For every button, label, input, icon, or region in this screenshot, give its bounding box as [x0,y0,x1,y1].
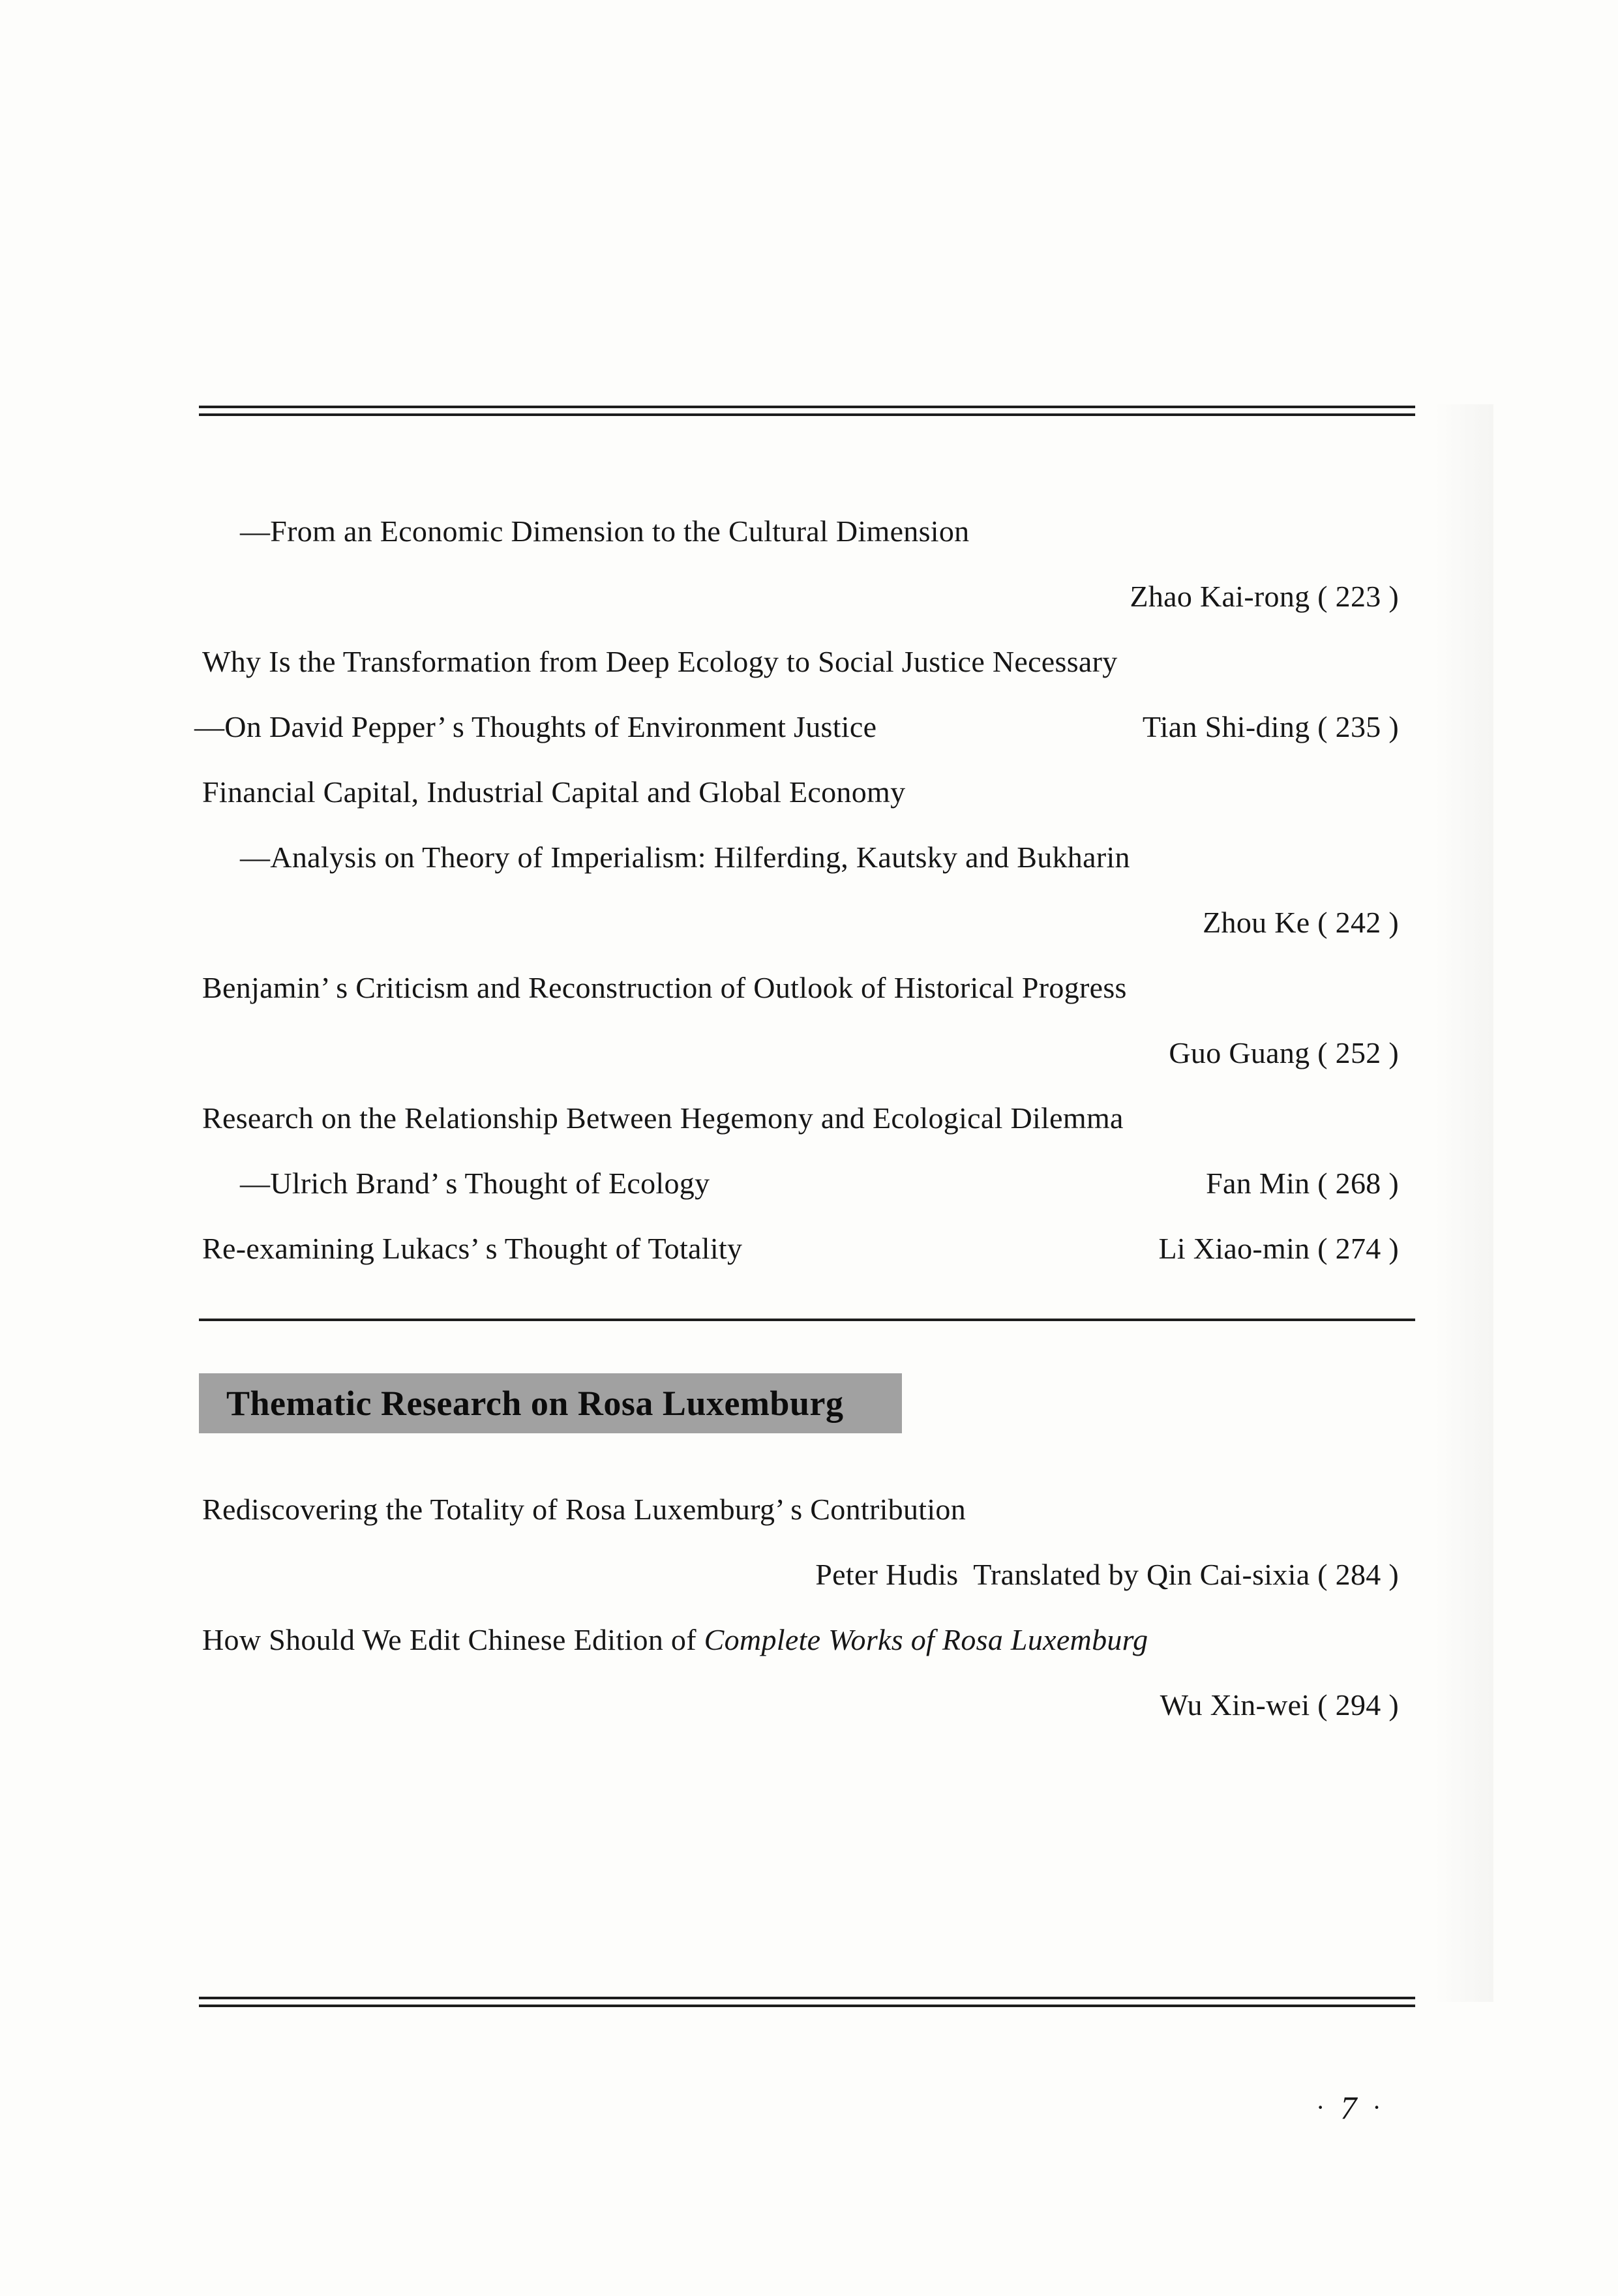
toc-entry-title: —From an Economic Dimension to the Cultural Dimension [240,514,970,548]
toc-row [202,1673,1399,1738]
toc-entry-author: Fan Min ( 268 ) [1206,1167,1399,1200]
section-header-box [199,1373,902,1433]
toc-row [202,499,1399,564]
toc-entry-author: Tian Shi-ding ( 235 ) [1142,710,1399,743]
toc-row [202,1216,1399,1281]
toc-entry-author: Zhao Kai-rong ( 223 ) [1130,580,1399,613]
toc-section-2 [202,1477,1399,1738]
toc-row [202,1021,1399,1086]
toc-entry-author: Peter Hudis Translated by Qin Cai-sixia ( 284 ) [815,1558,1399,1591]
toc-entry-title [202,1607,1148,1673]
toc-entry-title: Research on the Relationship Between Hegemony and Ecological Dilemma [202,1101,1124,1135]
toc-row [202,1477,1399,1542]
toc-entry-title: —Ulrich Brand’ s Thought of Ecology [240,1167,710,1200]
toc-row [202,760,1399,825]
toc-row [202,564,1399,629]
toc-row [202,1542,1399,1607]
toc-section-1 [194,499,1399,1281]
top-double-rule [199,406,1415,416]
toc-row [202,1086,1399,1151]
toc-row [202,955,1399,1021]
bottom-double-rule [199,1997,1415,2007]
toc-row [194,694,1399,760]
toc-entry-title-italic: Complete Works of Rosa Luxemburg [704,1623,1148,1656]
page-number [1316,2089,1381,2126]
section-divider-rule [199,1319,1415,1321]
toc-entry-title: Financial Capital, Industrial Capital and Global Economy [202,775,906,809]
toc-row [202,1151,1399,1216]
toc-entry-author: Wu Xin-wei ( 294 ) [1160,1688,1399,1722]
toc-entry-title: Re-examining Lukacs’ s Thought of Totality [202,1232,743,1265]
toc-entry-title: —Analysis on Theory of Imperialism: Hilferding, Kautsky and Bukharin [240,841,1130,874]
toc-entry-title: Rediscovering the Totality of Rosa Luxemburg’ s Contribution [202,1493,966,1526]
toc-entry-title: —On David Pepper’ s Thoughts of Environment Justice [194,710,877,743]
toc-entry-author: Zhou Ke ( 242 ) [1203,906,1399,939]
section-header-label: Thematic Research on Rosa Luxemburg [226,1384,844,1423]
toc-entry-title: Benjamin’ s Criticism and Reconstruction of Outlook of Historical Progress [202,971,1127,1004]
toc-row [202,825,1399,890]
toc-entry-author: Li Xiao-min ( 274 ) [1158,1232,1399,1265]
page-edge-shadow [1435,404,1493,2002]
toc-entry-title-text: How Should We Edit Chinese Edition of [202,1623,704,1656]
toc-entry-author: Guo Guang ( 252 ) [1169,1036,1399,1069]
toc-entry-title: Why Is the Transformation from Deep Ecology to Social Justice Necessary [202,645,1118,678]
toc-row [202,890,1399,955]
toc-row [202,1607,1399,1673]
toc-row [202,629,1399,694]
page-number-value: 7 [1340,2089,1357,2126]
page-number-left-dot: · [1316,2093,1325,2122]
page-number-right-dot: · [1372,2093,1381,2122]
